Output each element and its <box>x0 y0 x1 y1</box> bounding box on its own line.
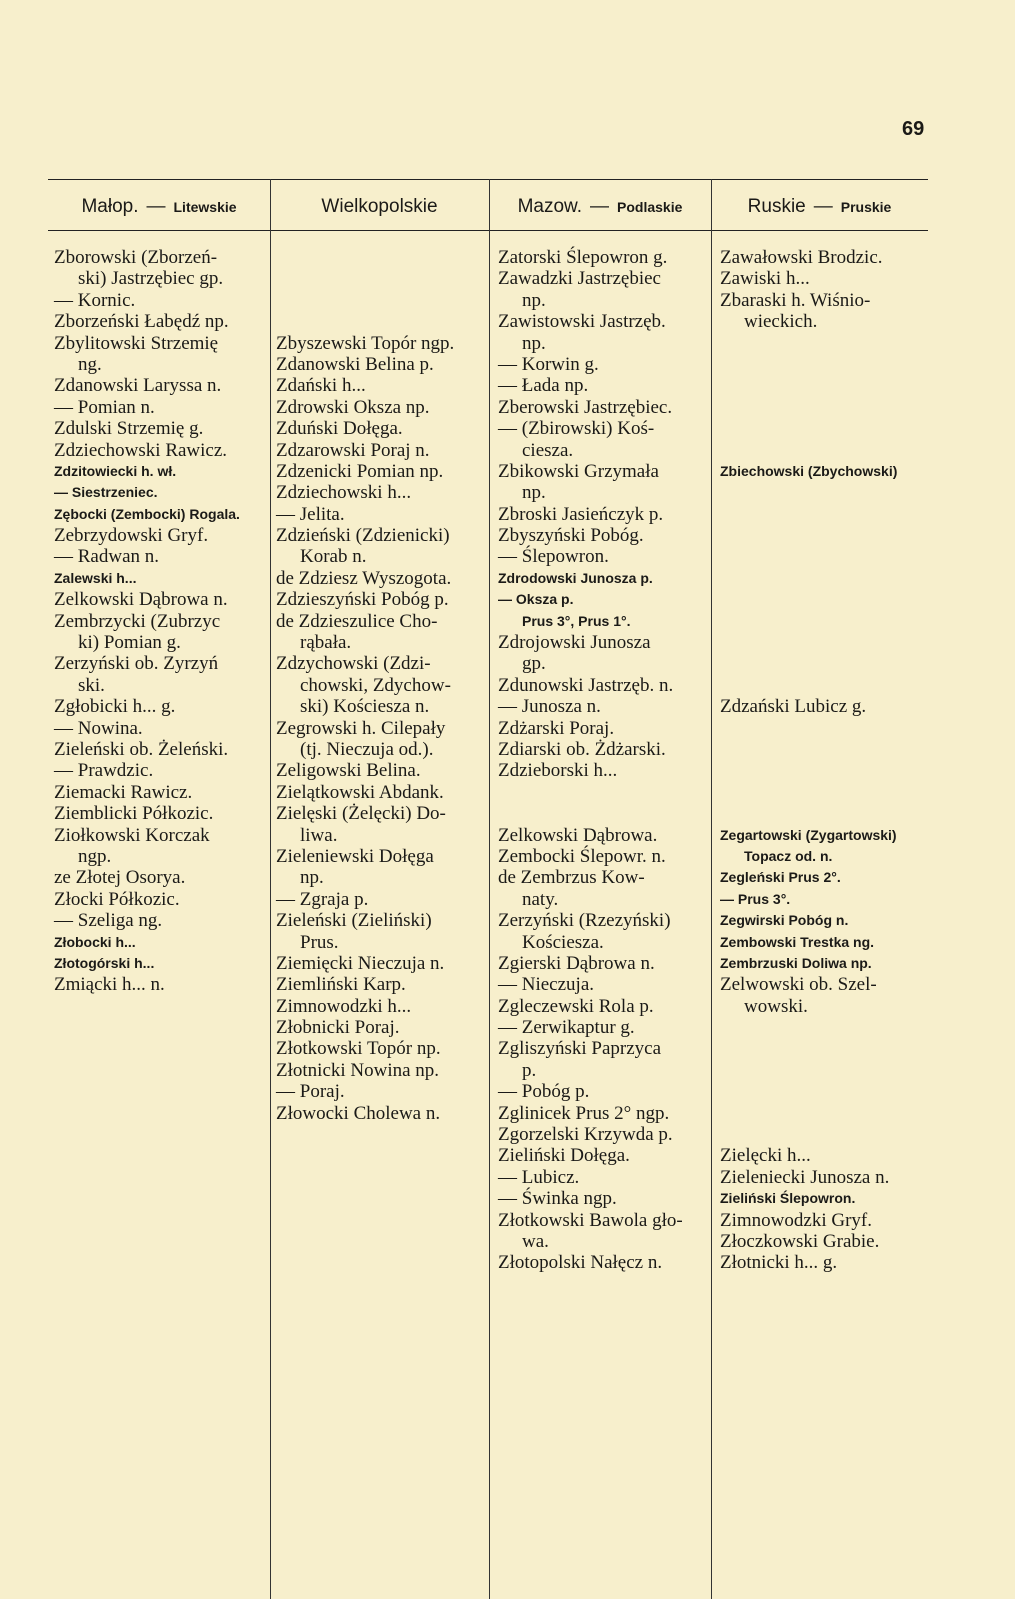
entry-line: Zieliński Ślepowron. <box>720 1190 856 1207</box>
entry-line <box>720 760 897 781</box>
armorial-table <box>48 175 928 1595</box>
entry-line: — Korwin g. <box>498 353 599 375</box>
entry-line <box>276 311 454 332</box>
entry-line: Zglinicek Prus 2° ngp. <box>498 1102 670 1124</box>
column-divider <box>489 179 490 1599</box>
entry-line: Zegrowski h. Cilepały <box>276 717 446 739</box>
entry-line: ciesza. <box>522 439 574 461</box>
column-divider <box>711 179 712 1599</box>
entry-line: Zdunowski Jastrzęb. n. <box>498 674 674 696</box>
entry-line: Złocki Półkozic. <box>54 888 180 910</box>
entry-line: Zebrzydowski Gryf. <box>54 525 209 547</box>
entry-line: Zmiącki h... n. <box>54 974 165 996</box>
entry-line: Złoczkowski Grabie. <box>720 1230 880 1252</box>
entry-line: Zeligowski Belina. <box>276 760 421 782</box>
entry-line: Zdziechowski h... <box>276 482 412 504</box>
entry-line: gp. <box>522 653 546 675</box>
entry-line <box>720 375 897 396</box>
entry-line: Ziemliński Karp. <box>276 974 406 996</box>
entry-line: Zdzitowiecki h. wł. <box>54 462 177 479</box>
entry-line: ngp. <box>78 845 112 867</box>
entry-line: — Jelita. <box>276 503 345 525</box>
entry-line: — Zgraja p. <box>276 888 369 910</box>
entry-line <box>276 247 454 268</box>
entry-line: Zdzieborski h... <box>498 760 618 782</box>
entry-line: — Zerwikaptur g. <box>498 1017 635 1039</box>
entry-line: Zdanowski Laryssa n. <box>54 375 222 397</box>
entry-line: — Pomian n. <box>54 396 155 418</box>
entry-line <box>720 504 897 525</box>
entry-line: Złotkowski Topór np. <box>276 1038 441 1060</box>
entry-line: Zdrowski Oksza np. <box>276 396 430 418</box>
entry-line <box>276 290 454 311</box>
header-secondary: Podlaskie <box>617 199 683 215</box>
header-dash: — <box>813 196 833 217</box>
entry-line: Zdanowski Belina p. <box>276 353 434 375</box>
entry-line: Ziemblicki Półkozic. <box>54 803 214 825</box>
entry-line <box>720 1081 897 1102</box>
entry-line <box>720 611 897 632</box>
entry-line <box>720 1124 897 1145</box>
header-main: Małop. <box>81 196 139 217</box>
entry-line: Zdzenicki Pomian np. <box>276 460 444 482</box>
entry-line: Zborowski (Zborzeń- <box>54 247 218 268</box>
header-secondary: Litewskie <box>173 199 237 215</box>
entry-line <box>720 1038 897 1059</box>
entry-line: — Łada np. <box>498 375 589 397</box>
entry-line: Zgliszyński Paprzyca <box>498 1038 662 1060</box>
header-dash: — <box>590 196 610 217</box>
entry-line: Prus 3°, Prus 1°. <box>522 612 631 629</box>
entry-line: Złowocki Cholewa n. <box>276 1102 441 1124</box>
entry-line: Zieleniewski Dołęga <box>276 845 434 867</box>
entry-line: Zdrojowski Junosza <box>498 632 651 654</box>
entry-line: Topacz od. n. <box>744 847 833 864</box>
entry-line <box>720 653 897 674</box>
entry-line: Zębocki (Zembocki) Rogala. <box>54 505 240 522</box>
entry-line: Kościesza. <box>522 931 604 953</box>
column-divider <box>270 179 271 1599</box>
entry-line <box>720 525 897 546</box>
entry-line: Zegwirski Pobóg n. <box>720 912 849 929</box>
entry-line <box>720 589 897 610</box>
entry-line: — Prus 3°. <box>720 890 791 907</box>
entry-line: Zbyszewski Topór ngp. <box>276 332 455 354</box>
entry-line: — Oksza p. <box>498 591 574 608</box>
entry-line: — Szeliga ng. <box>54 910 163 932</box>
entry-line: Zdrodowski Junosza p. <box>498 569 653 586</box>
entry-line: Prus. <box>300 931 339 953</box>
entry-line: Zielątkowski Abdank. <box>276 781 444 803</box>
column-malopolskie <box>54 247 240 996</box>
entry-line: Zelwowski ob. Szel- <box>720 974 877 996</box>
entry-line: Zegleński Prus 2°. <box>720 869 841 886</box>
entry-line: p. <box>522 1059 537 1081</box>
entry-line: — (Zbirowski) Koś- <box>498 418 655 440</box>
entry-line: Zgłobicki h... g. <box>54 696 176 718</box>
entry-line: Zdziechowski Rawicz. <box>54 439 228 461</box>
entry-line: Zdzieński (Zdzienicki) <box>276 525 450 547</box>
entry-line: np. <box>522 289 546 311</box>
entry-line: np. <box>300 867 324 889</box>
entry-line: — Nieczuja. <box>498 974 595 996</box>
entry-line: Zberowski Jastrzębiec. <box>498 396 673 418</box>
entry-line: Zgierski Dąbrowa n. <box>498 952 655 974</box>
entry-line: de Zdzieszulice Cho- <box>276 610 438 632</box>
entry-line: Ziołkowski Korczak <box>54 824 210 846</box>
table-top-rule <box>48 179 928 180</box>
entry-line: Zieliński Dołęga. <box>498 1145 630 1167</box>
entry-line: Zembocki Ślepowr. n. <box>498 845 666 867</box>
entry-line: de Zembrzus Kow- <box>498 867 645 889</box>
header-rule <box>48 230 928 231</box>
entry-line: — Świnka ngp. <box>498 1188 617 1210</box>
entry-line: Zembrzuski Doliwa np. <box>720 954 872 971</box>
entry-line: — Radwan n. <box>54 546 160 568</box>
entry-line: ze Złotej Osorya. <box>54 867 186 889</box>
entry-line: ki) Pomian g. <box>78 632 181 654</box>
entry-line <box>276 268 454 289</box>
entry-line: Zerzyński ob. Zyrzyń <box>54 653 219 675</box>
header-main: Ruskie <box>747 196 806 217</box>
entry-line: Zdzieszyński Pobóg p. <box>276 589 449 611</box>
column-header-ruskie <box>711 189 928 225</box>
entry-line: Zelkowski Dąbrowa. <box>498 824 658 846</box>
entry-line: Zbaraski h. Wiśnio- <box>720 289 871 311</box>
entry-line: Zimnowodzki Gryf. <box>720 1209 872 1231</box>
entry-line <box>720 1103 897 1124</box>
entry-line: ski) Jastrzębiec gp. <box>78 268 224 290</box>
entry-line: Złotnicki Nowina np. <box>276 1059 440 1081</box>
entry-line <box>720 739 897 760</box>
entry-line: Złotopolski Nałęcz n. <box>498 1252 663 1274</box>
entry-line: naty. <box>522 888 559 910</box>
entry-line: ski) Kościesza n. <box>300 696 430 718</box>
entry-line: — Junosza n. <box>498 696 601 718</box>
entry-line: — Ślepowron. <box>498 546 609 568</box>
header-main: Wielkopolskie <box>321 196 438 217</box>
entry-line: Złobnicki Poraj. <box>276 1017 400 1039</box>
entry-line <box>720 333 897 354</box>
entry-line: np. <box>522 332 546 354</box>
entry-line: Zielęski (Żelęcki) Do- <box>276 803 446 825</box>
header-main: Mazow. <box>517 196 583 217</box>
header-dash: — <box>146 196 166 217</box>
entry-line: — Kornic. <box>54 289 136 311</box>
entry-line: Zdulski Strzemię g. <box>54 418 204 440</box>
entry-line <box>720 546 897 567</box>
entry-line <box>720 718 897 739</box>
entry-line: Zegartowski (Zygartowski) <box>720 826 897 843</box>
entry-line: wowski. <box>744 995 808 1017</box>
entry-line: Zbiechowski (Zbychowski) <box>720 462 898 479</box>
entry-line: Zembrzycki (Zubrzyc <box>54 610 221 632</box>
entry-line: — Pobóg p. <box>498 1081 590 1103</box>
column-header-wielkopolskie <box>270 189 489 225</box>
entry-line <box>720 632 897 653</box>
entry-line: Zdzański Lubicz g. <box>720 696 867 718</box>
entry-line: wa. <box>522 1230 549 1252</box>
entry-line: Zgleczewski Rola p. <box>498 995 654 1017</box>
entry-line: Zdżarski Poraj. <box>498 717 615 739</box>
entry-line <box>720 803 897 824</box>
entry-line: Zdański h... <box>276 375 366 397</box>
entry-line: Zimnowodzki h... <box>276 995 412 1017</box>
entry-line: Złotogórski h... <box>54 954 155 971</box>
entry-line: de Zdziesz Wyszogota. <box>276 567 452 589</box>
column-mazowieckie <box>498 247 683 1274</box>
entry-line: Korab n. <box>300 546 367 568</box>
entry-line: — Lubicz. <box>498 1166 580 1188</box>
entry-line: rąbała. <box>300 632 352 654</box>
header-secondary: Pruskie <box>840 199 892 215</box>
entry-line: Zerzyński (Rzezyński) <box>498 910 671 932</box>
entry-line: liwa. <box>300 824 338 846</box>
entry-line: Zembowski Trestka ng. <box>720 933 875 950</box>
entry-line: Zborzeński Łabędź np. <box>54 311 229 333</box>
entry-line: Zduński Dołęga. <box>276 418 403 440</box>
entry-line <box>498 803 683 824</box>
entry-line: — Prawdzic. <box>54 760 154 782</box>
entry-line: Złotnicki h... g. <box>720 1252 838 1274</box>
column-header-mazowieckie <box>489 189 711 225</box>
entry-line: Zdiarski ob. Żdżarski. <box>498 738 666 760</box>
entry-line: Zgorzelski Krzywda p. <box>498 1124 673 1146</box>
entry-line: ski. <box>78 674 105 696</box>
entry-line: Zielęcki h... <box>720 1145 811 1167</box>
entry-line: Zelkowski Dąbrowa n. <box>54 589 228 611</box>
entry-line <box>720 440 897 461</box>
entry-line: Zbylitowski Strzemię <box>54 332 219 354</box>
entry-line: Zawałowski Brodzic. <box>720 247 883 268</box>
entry-line: ng. <box>78 353 102 375</box>
entry-line: Ziemacki Rawicz. <box>54 781 193 803</box>
entry-line <box>720 418 897 439</box>
entry-line: Złotkowski Bawola gło- <box>498 1209 683 1231</box>
entry-line: — Poraj. <box>276 1081 345 1103</box>
entry-line: Zieleniecki Junosza n. <box>720 1166 890 1188</box>
entry-line: — Nowina. <box>54 717 143 739</box>
entry-line <box>720 675 897 696</box>
entry-line: Zdzarowski Poraj n. <box>276 439 430 461</box>
entry-line <box>720 1017 897 1038</box>
entry-line <box>720 354 897 375</box>
entry-line: Zatorski Ślepowron g. <box>498 247 668 268</box>
entry-line: wieckich. <box>744 311 818 333</box>
column-header-malopolskie <box>48 189 270 225</box>
entry-line: chowski, Zdychow- <box>300 674 451 696</box>
page-number: 69 <box>902 118 925 140</box>
entry-line: Zieleński ob. Żeleński. <box>54 738 229 760</box>
entry-line <box>720 782 897 803</box>
entry-line <box>720 482 897 503</box>
entry-line: Zawadzki Jastrzębiec <box>498 268 661 290</box>
entry-line: Zbroski Jasieńczyk p. <box>498 503 664 525</box>
column-wielkopolskie <box>276 247 454 1124</box>
entry-line <box>720 1060 897 1081</box>
entry-line: Zbyszyński Pobóg. <box>498 525 644 547</box>
entry-line <box>720 397 897 418</box>
entry-line: Zdzychowski (Zdzi- <box>276 653 431 675</box>
entry-line: Zawistowski Jastrzęb. <box>498 311 666 333</box>
column-ruskie <box>720 247 897 1274</box>
entry-line: Zieleński (Zieliński) <box>276 910 432 932</box>
entry-line: np. <box>522 482 546 504</box>
entry-line: Zalewski h... <box>54 569 137 586</box>
entry-line: (tj. Nieczuja od.). <box>300 738 434 760</box>
entry-line: — Siestrzeniec. <box>54 484 158 501</box>
entry-line: Ziemięcki Nieczuja n. <box>276 952 445 974</box>
entry-line <box>720 568 897 589</box>
entry-line: Zbikowski Grzymała <box>498 460 659 482</box>
entry-line: Złobocki h... <box>54 933 136 950</box>
entry-line: Zawiski h... <box>720 268 810 290</box>
entry-line <box>498 782 683 803</box>
